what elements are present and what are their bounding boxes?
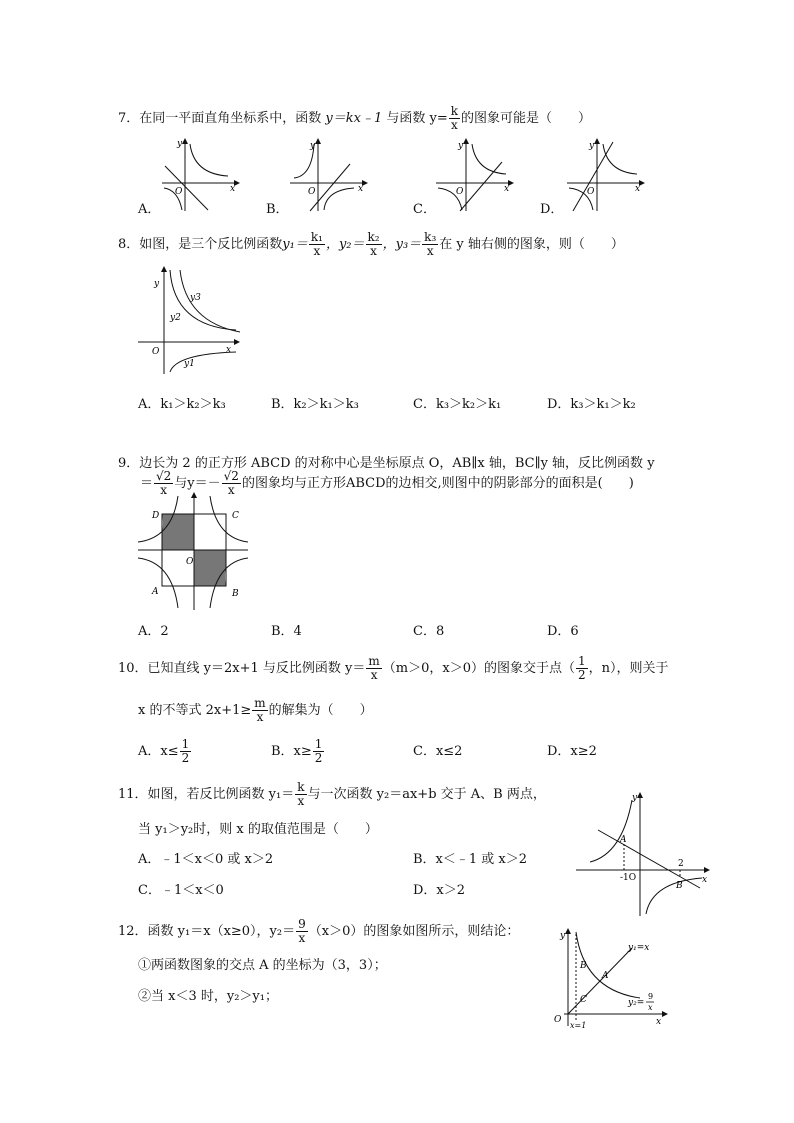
q12-graph	[540, 926, 670, 1032]
q9-graph	[138, 494, 248, 610]
q7-graph-d	[565, 138, 645, 213]
axis-label-x: x	[230, 184, 236, 194]
svg-text:A: A	[602, 971, 609, 981]
svg-text:y: y	[589, 141, 595, 151]
svg-text:A: A	[620, 835, 627, 845]
q9-option-c[interactable]: C．8	[413, 624, 445, 639]
question-8: 8．如图，是三个反比例函数y₁＝ $\frac{\text{k₁}}{x}$ ，y₂＝ $\frac{\text{k₂}}{x}$ ，y₃＝ $\frac{\text{k₃}}{x}$ 在 y 轴右侧的图象，则（ ）	[118, 230, 624, 258]
svg-text:-1O: -1O	[620, 873, 637, 883]
svg-text:y: y	[310, 141, 316, 151]
svg-text:x: x	[226, 345, 232, 355]
q11-option-d[interactable]: D．x＞2	[413, 883, 466, 898]
q9-option-d[interactable]: D．6	[547, 624, 579, 639]
q10-option-d[interactable]: D．x≥2	[547, 744, 597, 759]
q7-option-d[interactable]: D．	[540, 202, 564, 217]
q9-option-a[interactable]: A．2	[138, 624, 169, 639]
svg-text:y2: y2	[170, 313, 181, 323]
svg-text:B: B	[580, 961, 587, 971]
origin-label: O	[175, 187, 183, 197]
q7-option-b[interactable]: B．	[266, 202, 289, 217]
q7-graph-c	[434, 138, 514, 213]
q8-option-a[interactable]: A．k₁＞k₂＞k₃	[138, 397, 226, 412]
svg-text:y: y	[154, 279, 160, 289]
q10-option-a[interactable]: A．x≤ $\frac{1}{2}$	[138, 737, 190, 765]
q11-graph	[576, 790, 710, 916]
q8-option-d[interactable]: D．k₃＞k₁＞k₂	[547, 397, 636, 412]
svg-text:O: O	[554, 1015, 562, 1025]
svg-text:x: x	[504, 184, 510, 194]
question-10-line1: 10．已知直线 y＝2x+1 与反比例函数 y＝ $\frac{m}{x}$ （m＞0，x＞0）的图象交于点（ $\frac{1}{2}$ ，n），则关于	[118, 654, 669, 682]
svg-text:A: A	[152, 587, 159, 597]
svg-text:2: 2	[678, 859, 684, 869]
question-7: 7．在同一平面直角坐标系中，函数 y＝kx﹣1 与函数 y= $\frac{k}{x}$ 的图象可能是（ ）	[118, 104, 592, 132]
svg-text:C: C	[232, 511, 239, 521]
q10-option-b[interactable]: B．x≥ $\frac{1}{2}$	[271, 737, 323, 765]
question-12-line1: 12．函数 y₁＝x（x≥0），y₂＝ $\frac{9}{x}$ （x＞0）的图象如图所示，则结论：	[118, 917, 520, 945]
svg-text:O: O	[456, 187, 464, 197]
q8-option-b[interactable]: B．k₂＞k₁＞k₃	[271, 397, 359, 412]
svg-text:9: 9	[648, 992, 654, 1001]
svg-text:C: C	[580, 995, 587, 1005]
svg-text:B: B	[676, 881, 683, 891]
svg-text:y₂=: y₂=	[628, 998, 645, 1008]
svg-text:B: B	[232, 589, 239, 599]
q11-option-a[interactable]: A．﹣1＜x＜0 或 x＞2	[138, 852, 274, 867]
q7-option-c[interactable]: C．	[413, 202, 436, 217]
svg-text:x: x	[635, 184, 641, 194]
question-12-conclusion-2: ②当 x＜3 时，y₂＞y₁；	[138, 989, 278, 1004]
svg-text:D: D	[152, 511, 160, 521]
question-11-line2: 当 y₁＞y₂时，则 x 的取值范围是（ ）	[138, 822, 378, 837]
svg-text:y: y	[632, 793, 638, 803]
q8-graph	[136, 266, 248, 376]
svg-text:x: x	[648, 1003, 653, 1012]
question-9-line1: 9．边长为 2 的正方形 ABCD 的对称中心是坐标原点 O，AB∥x 轴，BC∥y 轴，反比例函数 y	[118, 456, 655, 471]
fraction-k-over-x: $\frac{k}{x}$	[450, 104, 459, 132]
axis-label-y: y	[177, 139, 183, 149]
q11-option-b[interactable]: B．x＜﹣1 或 x＞2	[413, 852, 528, 867]
q8-option-c[interactable]: C．k₃＞k₂＞k₁	[413, 397, 502, 412]
question-12-conclusion-1: ①两函数图象的交点 A 的坐标为（3，3）；	[138, 958, 387, 973]
svg-text:x=1: x=1	[570, 1021, 587, 1030]
question-10-line2: x 的不等式 2x+1≥ $\frac{m}{x}$ 的解集为（ ）	[138, 696, 373, 724]
svg-text:y₁=x: y₁=x	[628, 943, 650, 953]
svg-text:x: x	[702, 875, 708, 885]
svg-text:O: O	[152, 347, 160, 357]
svg-text:y: y	[458, 141, 464, 151]
svg-text:y3: y3	[190, 293, 201, 303]
q10-option-c[interactable]: C．x≤2	[413, 744, 463, 759]
svg-text:O: O	[587, 187, 595, 197]
svg-text:y1: y1	[184, 359, 195, 369]
svg-text:x: x	[358, 184, 364, 194]
q7-option-a[interactable]: A．	[138, 202, 161, 217]
question-9-line2: ＝ $\frac{√2}{x}$ 与y＝－ $\frac{√2}{x}$ 的图象均与正方形ABCD的边相交,则图中的阴影部分的面积是( )	[140, 469, 634, 497]
question-11-line1: 11．如图，若反比例函数 y₁＝ $\frac{k}{x}$ 与一次函数 y₂＝ax+b 交于 A、B 两点，	[118, 780, 546, 808]
q11-option-c[interactable]: C．﹣1＜x＜0	[138, 883, 224, 898]
q7-graph-b	[288, 138, 368, 213]
svg-text:O: O	[186, 557, 194, 567]
svg-text:x: x	[656, 1017, 662, 1027]
svg-text:y: y	[560, 931, 566, 941]
q9-option-b[interactable]: B．4	[271, 624, 302, 639]
q7-graph-a	[160, 138, 240, 213]
svg-text:O: O	[308, 187, 316, 197]
